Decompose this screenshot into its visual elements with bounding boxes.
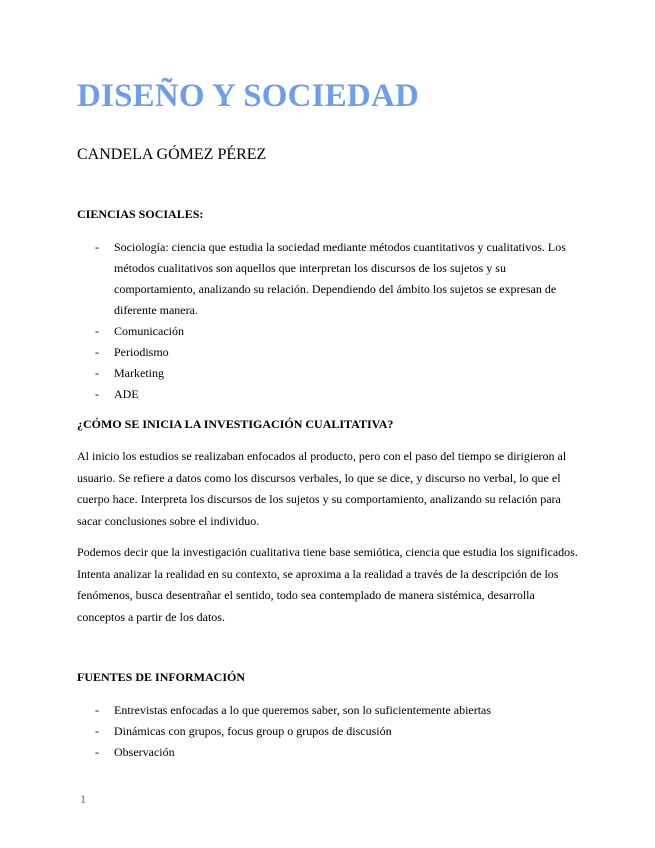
list-item — [77, 721, 577, 742]
list-item — [77, 321, 577, 342]
list-item — [77, 237, 577, 321]
dash-bullet: - — [95, 345, 99, 359]
dash-bullet: - — [95, 240, 99, 254]
page-number: 1 — [80, 792, 86, 806]
dash-bullet: - — [95, 387, 99, 401]
list-item — [77, 342, 577, 363]
ciencias-list — [77, 237, 577, 405]
heading-ciencias-sociales: CIENCIAS SOCIALES: — [77, 207, 204, 221]
list-item-text: Comunicación — [114, 324, 184, 338]
list-item — [77, 742, 577, 763]
heading-fuentes-informacion: FUENTES DE INFORMACIÓN — [77, 670, 246, 684]
dash-bullet: - — [95, 703, 99, 717]
list-item-text: Periodismo — [114, 345, 169, 359]
dash-bullet: - — [95, 724, 99, 738]
heading-investigacion-cualitativa: ¿CÓMO SE INICIA LA INVESTIGACIÓN CUALITATIVA? — [77, 417, 394, 431]
list-item-text: Sociología: ciencia que estudia la sociedad mediante métodos cuantitativos y cualitativos. Los métodos cualitativos son aquellos que interpretan los discursos de los sujetos y su comportamiento, analizando su relación. Dependiendo del ámbito los sujetos se expresan de diferente manera. — [114, 240, 566, 317]
paragraph-investigacion-1: Al inicio los estudios se realizaban enfocados al producto, pero con el paso del tiempo se dirigieron al usuario. Se refiere a datos como los discursos verbales, lo que se dice, y discurso no verbal, lo que el cuerpo hace. Interpreta los discursos de los sujetos y su comportamiento, analizando su relación para sacar conclusiones sobre el individuo. — [77, 449, 567, 528]
dash-bullet: - — [95, 745, 99, 759]
fuentes-list — [77, 700, 577, 763]
list-item-text: Observación — [114, 745, 175, 759]
list-item-text: Entrevistas enfocadas a lo que queremos saber, son lo suficientemente abiertas — [114, 703, 492, 717]
dash-bullet: - — [95, 366, 99, 380]
author-name: CANDELA GÓMEZ PÉREZ — [77, 146, 267, 163]
paragraph-investigacion-2: Podemos decir que la investigación cualitativa tiene base semiótica, ciencia que estudia los significados. Intenta analizar la realidad en su contexto, se aproxima a la realidad a través de la descripción de los fenómenos, busca desentrañar el sentido, todo sea contemplado de manera sistémica, desarrolla conceptos a partir de los datos. — [77, 545, 578, 624]
list-item-text: ADE — [114, 387, 139, 401]
document-title: DISEÑO Y SOCIEDAD — [77, 78, 420, 114]
list-item-text: Marketing — [114, 366, 164, 380]
list-item-text: Dinámicas con grupos, focus group o grupos de discusión — [114, 724, 392, 738]
list-item — [77, 363, 577, 384]
list-item — [77, 384, 577, 405]
list-item — [77, 700, 577, 721]
dash-bullet: - — [95, 324, 99, 338]
